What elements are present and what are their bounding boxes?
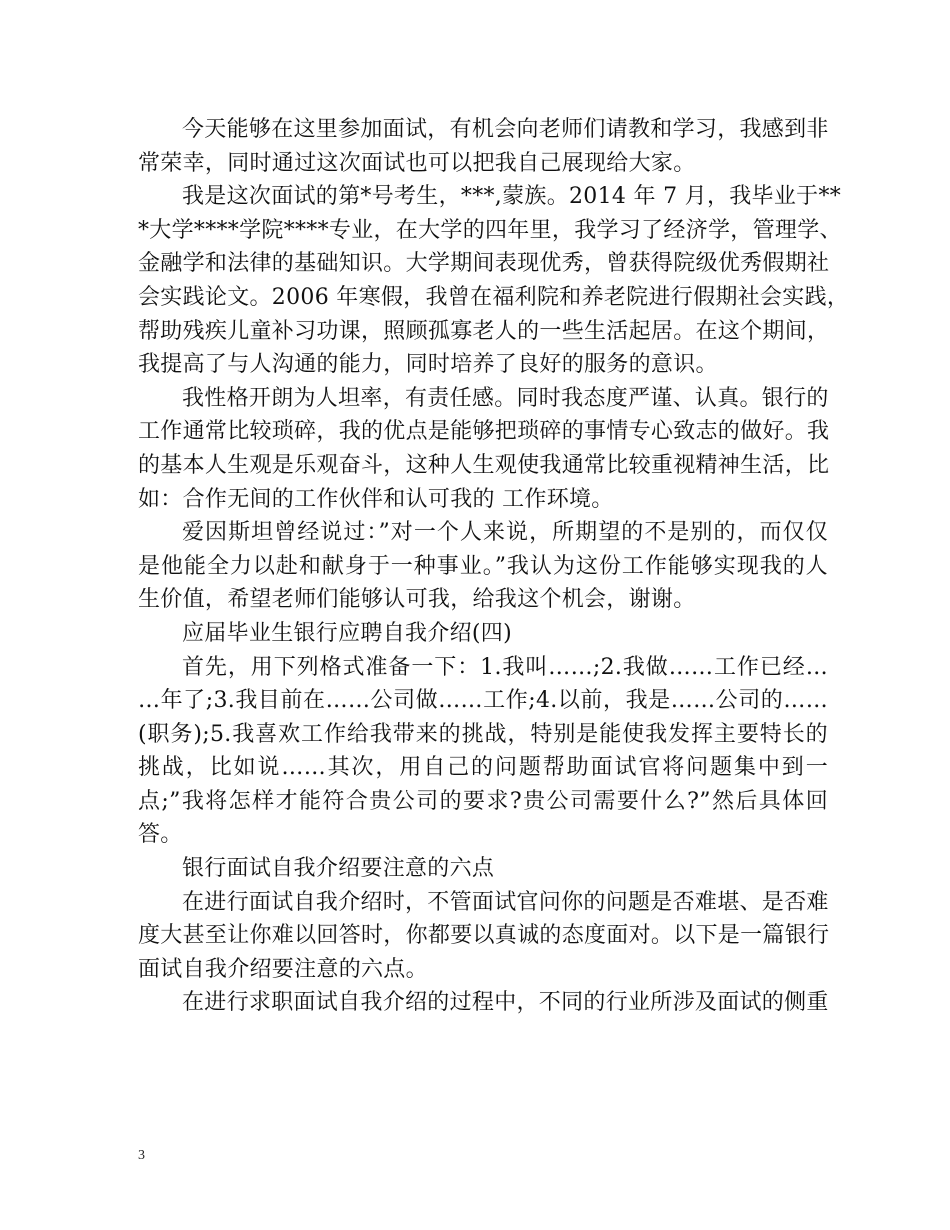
paragraph-line: 今天能够在这里参加面试，有机会向老师们请教和学习，我感到非: [182, 117, 829, 142]
paragraph-line: 应届毕业生银行应聘自我介绍(四): [182, 620, 512, 646]
document-body: [138, 113, 850, 1020]
paragraph: [138, 617, 828, 651]
paragraph-line: *大学****学院****专业，在大学的四年里，我学习了经济学，管理学、: [138, 217, 842, 243]
paragraph-line: 面试自我介绍要注意的六点。: [138, 956, 428, 982]
paragraph-line: 我提高了与人沟通的能力，同时培养了良好的服务的意识。: [138, 352, 718, 378]
paragraph-line: 帮助残疾儿童补习功课，照顾孤寡老人的一些生活起居。在这个期间，: [138, 318, 830, 344]
paragraph-line: (职务);5.我喜欢工作给我带来的挑战，特别是能使我发挥主要特长的: [138, 721, 828, 747]
paragraph-line: 我性格开朗为人坦率，有责任感。同时我态度严谨、认真。银行的: [182, 385, 829, 411]
paragraph-line: 首先，用下列格式准备一下：1.我叫……;2.我做……工作已经…: [182, 654, 828, 680]
paragraph-line: 在进行面试自我介绍时，不管面试官问你的问题是否难堪、是否难: [182, 889, 829, 915]
paragraph: [138, 886, 828, 987]
paragraph-line: 度大甚至让你难以回答时，你都要以真诚的态度面对。以下是一篇银行: [138, 923, 830, 949]
paragraph-line: 爱因斯坦曾经说过：”对一个人来说，所期望的不是别的，而仅仅: [182, 520, 828, 546]
paragraph: [138, 986, 828, 1020]
paragraph-line: 的基本人生观是乐观奋斗，这种人生观使我通常比较重视精神生活，比: [138, 452, 830, 478]
paragraph: [138, 516, 828, 617]
paragraph-line: 会实践论文。2006 年寒假，我曾在福利院和养老院进行假期社会实践，: [138, 284, 850, 310]
page-number: 3: [138, 1148, 145, 1163]
paragraph-line: 挑战，比如说……其次，用自己的问题帮助面试官将问题集中到一: [138, 755, 828, 781]
paragraph-line: 工作通常比较琐碎，我的优点是能够把琐碎的事情专心致志的做好。我: [138, 419, 830, 445]
paragraph-line: …年了;3.我目前在……公司做……工作;4.以前，我是……公司的……: [138, 688, 828, 714]
paragraph-line: 生价值，希望老师们能够认可我，给我这个机会，谢谢。: [138, 587, 696, 613]
paragraph-line: 在进行求职面试自我介绍的过程中，不同的行业所涉及面试的侧重: [182, 990, 829, 1016]
paragraph: [138, 852, 828, 886]
paragraph: [138, 180, 850, 382]
paragraph-line: 金融学和法律的基础知识。大学期间表现优秀，曾获得院级优秀假期社: [138, 251, 830, 277]
paragraph-line: 点;”我将怎样才能符合贵公司的要求?贵公司需要什么?”然后具体回: [138, 788, 828, 814]
paragraph: [138, 113, 828, 180]
paragraph-line: 如：合作无间的工作伙伴和认可我的 工作环境。: [138, 486, 614, 512]
paragraph-line: 是他能全力以赴和献身于一种事业。”我认为这份工作能够实现我的人: [138, 553, 828, 579]
paragraph: [138, 382, 828, 516]
paragraph-line: 答。: [138, 822, 183, 848]
paragraph-line: 常荣幸，同时通过这次面试也可以把我自己展现给大家。: [138, 150, 696, 176]
paragraph: [138, 651, 828, 853]
paragraph-line: 我是这次面试的第*号考生，***,蒙族。2014 年 7 月，我毕业于**: [182, 184, 842, 210]
paragraph-line: 银行面试自我介绍要注意的六点: [182, 856, 495, 882]
